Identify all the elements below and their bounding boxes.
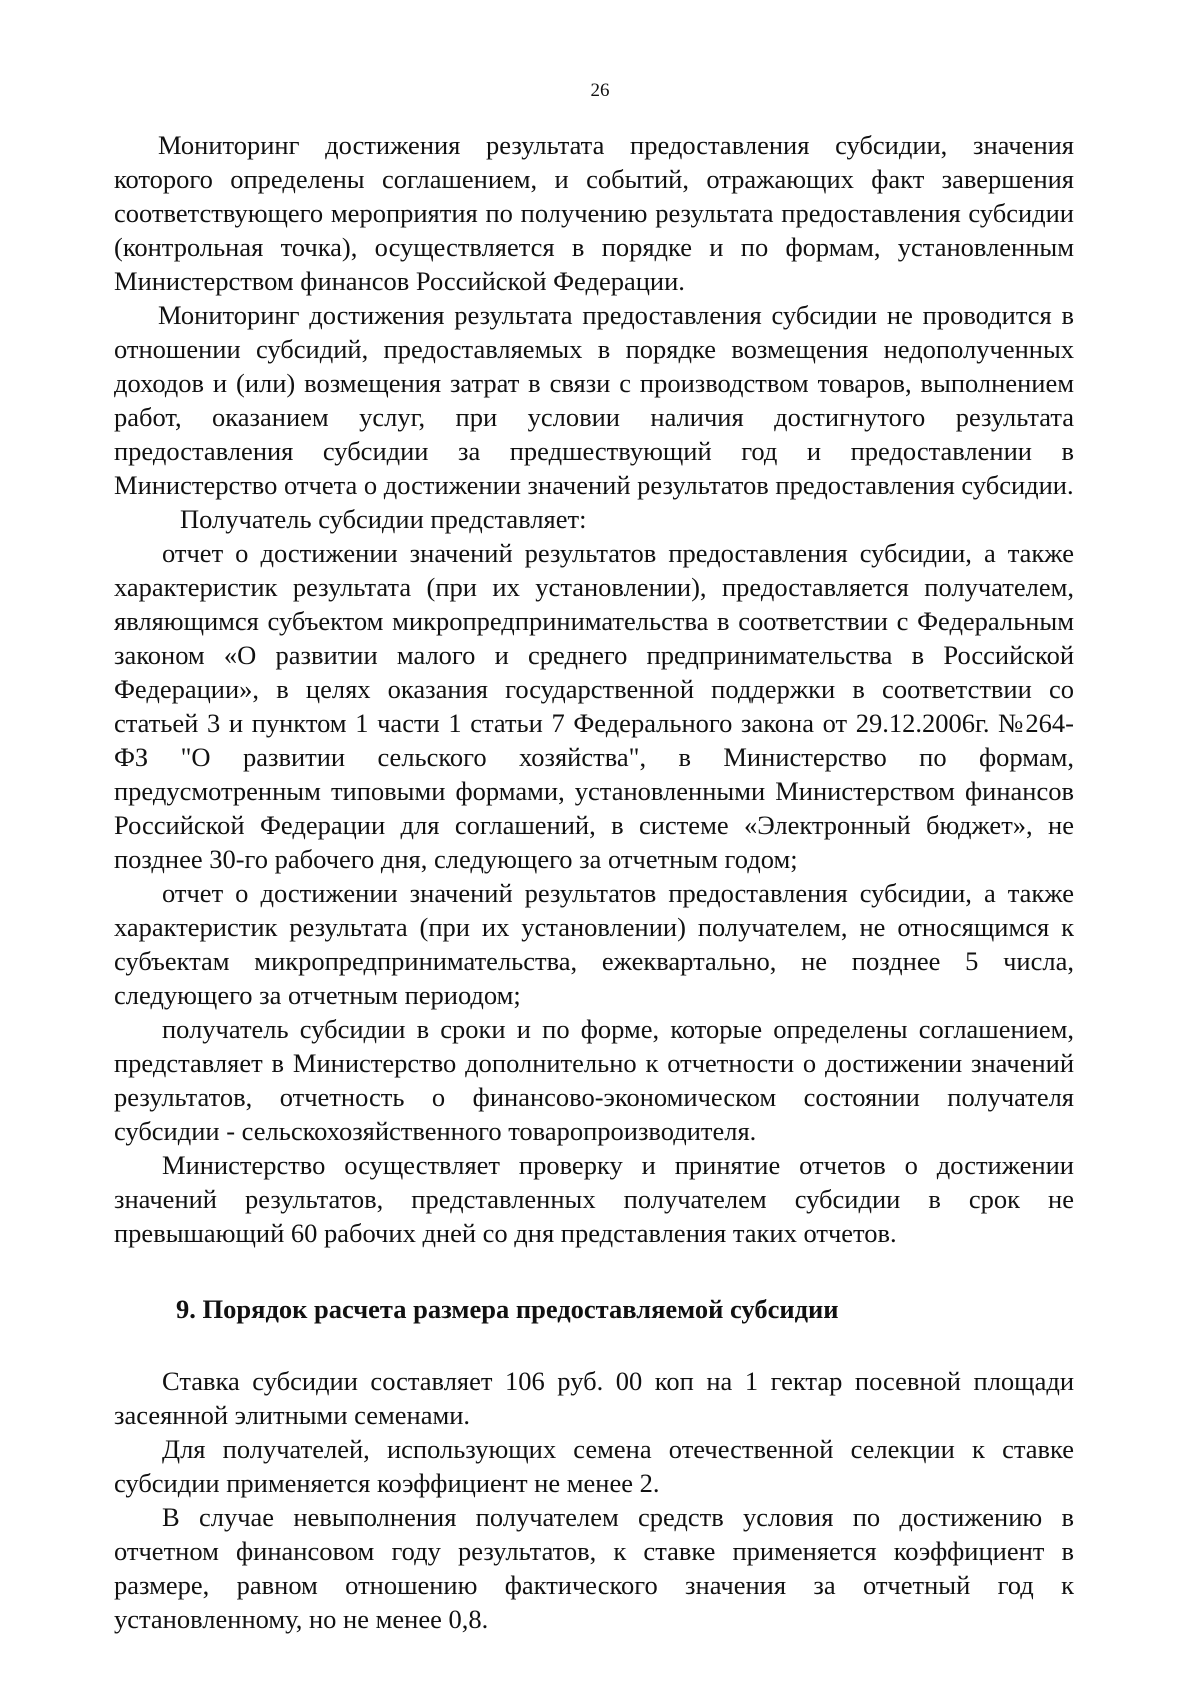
paragraph-financial-reporting: получатель субсидии в сроки и по форме, которые определены соглашением, представляет в Министерство дополнительно к отчетности о достижении значений результатов, отчетность о финансово-экономическом состоянии получателя субсидии - сельскохозяйственного товаропроизводителя. (114, 1014, 1074, 1146)
paragraph-report-non-micro: отчет о достижении значений результатов предоставления субсидии, а также характеристик результата (при их установлении) получателем, не относящимся к субъектам микропредпринимательства, ежеквартально, не позднее 5 числа, следующего за отчетным периодом; (114, 878, 1074, 1010)
section-body (114, 1364, 1074, 1636)
paragraph-recipient-submits: Получатель субсидии представляет: (180, 504, 587, 534)
paragraph-monitoring-exception: Мониторинг достижения результата предоставления субсидии не проводится в отношении субсидий, предоставляемых в порядке возмещения недополученных доходов и (или) возмещения затрат в связи с производством товаров, выполнением работ, оказанием услуг, при условии наличия достигнутого результата предоставления субсидии за предшествующий год и предоставлении в Министерство отчета о достижении значений результатов предоставления субсидии. (114, 300, 1074, 500)
section-title: 9. Порядок расчета размера предоставляемой субсидии (176, 1294, 839, 1324)
paragraph-subsidy-rate: Ставка субсидии составляет 106 руб. 00 коп на 1 гектар посевной площади засеянной элитными семенами. (114, 1366, 1074, 1430)
paragraph-report-micro-enterprise: отчет о достижении значений результатов предоставления субсидии, а также характеристик результата (при их установлении), предоставляется получателем, являющимся субъектом микропредпринимательства в соответствии с Федеральным законом «О развитии малого и среднего предпринимательства в Российской Федерации», в целях оказания государственной поддержки в соответствии со статьей 3 и пунктом 1 части 1 статьи 7 Федерального закона от 29.12.2006г. №264-ФЗ "О развитии сельского хозяйства", в Министерство по формам, предусмотренным типовыми формами, установленными Министерством финансов Российской Федерации для соглашений, в системе «Электронный бюджет», не позднее 30-го рабочего дня, следующего за отчетным годом; (114, 538, 1074, 874)
paragraph-monitoring-procedure: Мониторинг достижения результата предоставления субсидии, значения которого определены соглашением, и событий, отражающих факт завершения соответствующего мероприятия по получению результата предоставления субсидии (контрольная точка), осуществляется в порядке и по формам, установленным Министерством финансов Российской Федерации. (114, 130, 1074, 296)
page-number: 26 (590, 80, 610, 101)
paragraph-underperformance-coefficient: В случае невыполнения получателем средств условия по достижению в отчетном финансовом году результатов, к ставке применяется коэффициент в размере, равном отношению фактического значения за отчетный год к установленному, но не менее 0,8. (114, 1502, 1074, 1634)
paragraph-ministry-review: Министерство осуществляет проверку и принятие отчетов о достижении значений результатов, представленных получателем субсидии в срок не превышающий 60 рабочих дней со дня представления таких отчетов. (114, 1150, 1074, 1248)
paragraph-domestic-seeds-coefficient: Для получателей, использующих семена отечественной селекции к ставке субсидии применяется коэффициент не менее 2. (114, 1434, 1074, 1498)
document-body (114, 128, 1074, 1636)
